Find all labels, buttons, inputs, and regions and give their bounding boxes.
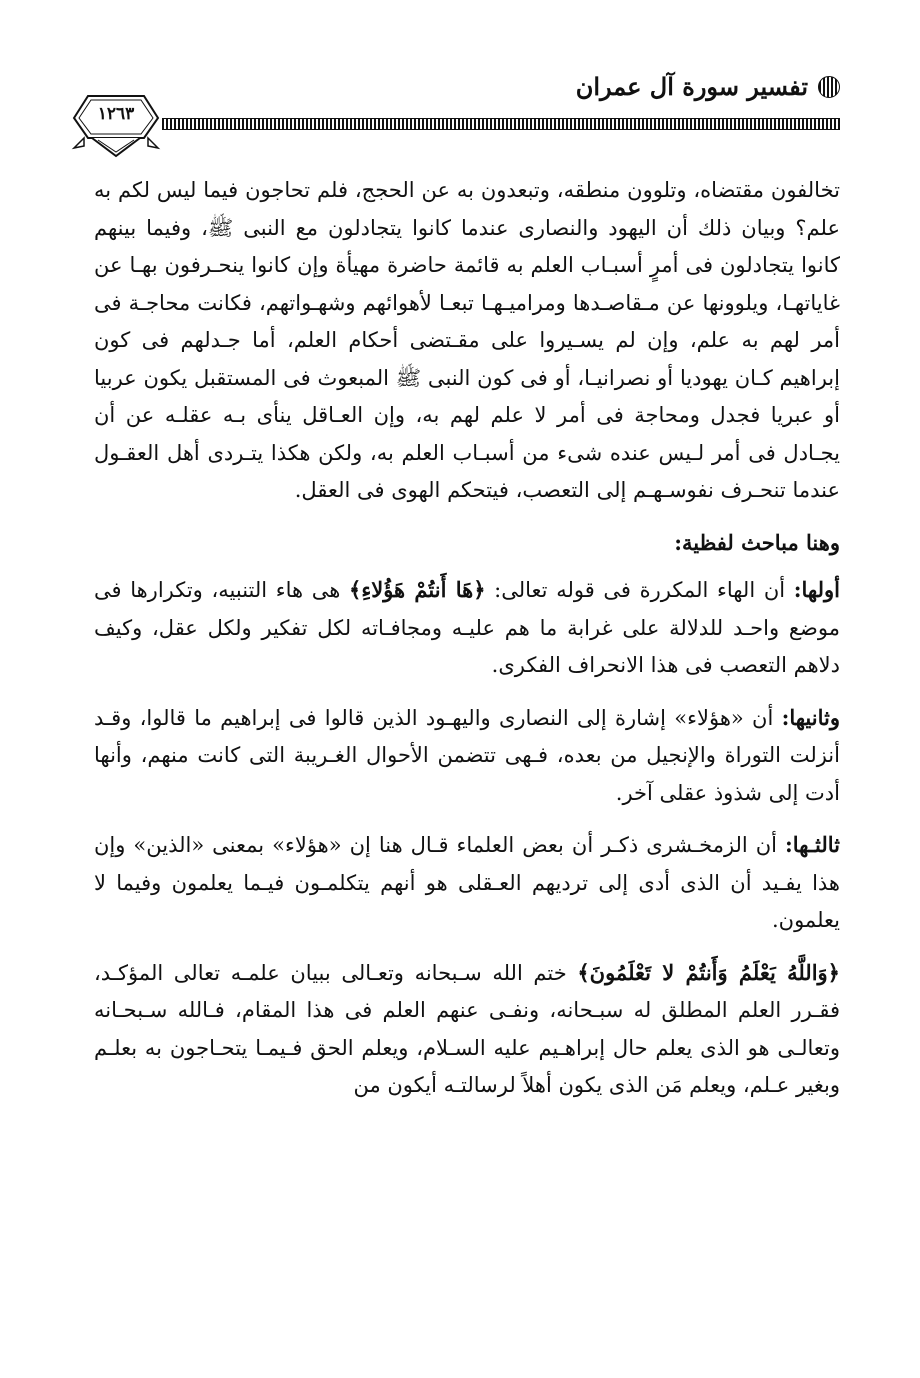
running-title-text: تفسير سورة آل عمران bbox=[575, 72, 808, 101]
point-text-first-a: أن الهاء المكررة فى قوله تعالى: bbox=[494, 578, 786, 602]
point-text-third: أن الزمخـشرى ذكـر أن بعض العلماء قـال هنا إن «هؤلاء» بمعنى «الذين» وإن هذا يفـيد أن الذى أدى إلى ترديهم العـقلى هو أنهم يتكلمـون فيـما يعلمون وفيما لا يعلمون. bbox=[94, 833, 840, 932]
point-label-first: أولها: bbox=[793, 577, 840, 602]
running-title bbox=[576, 72, 840, 101]
header-rule bbox=[162, 118, 840, 130]
section-heading: وهنا مباحث لفظية: bbox=[674, 529, 840, 555]
paragraph-1: تخالفون مقتضاه، وتلوون منطقه، وتبعدون به عن الحجج، فلم تحاجون فيما ليس لكم به علم؟ وبيان ذلك أن اليهود والنصارى عندما كانوا يتجادلون مع النبى ﷺ، وفيما بينهم كانوا يتجادلون فى أمرٍ أسبـاب العلم به قائمة حاضرة مهيأة وإن كانوا ينحـرفون بهـا عن غاياتهـا، ويلوونها عن مـقاصـدها ومراميـهـا تبعـا لأهوائهم وشهـواتهم، فكانت محاجـة فى أمر لهم به علم، وإن لم يسـيروا على مقـتضى أحكام العلم، أما جـدلهم فى كون إبراهيم كـان يهوديا أو نصرانيـا، أو فى كون النبى ﷺ المبعوث فى المستقبل يكون عربيا أو عبريا فجدل ومحاجة فى أمر لا علم لهم به، وإن العـاقل ينأى بـه عقلـه عن أن يجـادل فى أمر لـيس عنده شىء من أسبـاب العلم به، ولكن هكذا يتـردى أهل العقـول عندما تنحـرف نفوسـهـم إلى التعصب، فيتحكم الهوى فى العقل. bbox=[94, 178, 840, 502]
page-number-badge bbox=[70, 90, 162, 160]
page-number: ١٢٦٣ bbox=[97, 104, 135, 124]
ornament-icon bbox=[818, 76, 840, 98]
quran-quote-1: ﴿هَا أَنتُمْ هَؤُلاءِ﴾ bbox=[349, 577, 486, 602]
page-body bbox=[94, 172, 840, 1119]
paragraph-first-point bbox=[94, 571, 840, 685]
quran-quote-2: ﴿وَاللَّهُ يَعْلَمُ وَأَنتُمْ لا تَعْلَمُونَ﴾ bbox=[577, 959, 840, 985]
ornamental-frame-icon bbox=[70, 90, 162, 160]
point-label-second: وثانيها: bbox=[781, 704, 840, 730]
point-text-first-b: هى هاء التنبيه، وتكرارها فى موضع واحـد للدلالة على غرابة ما هم عليـه ومجافـاته لكل تفكير ولكل عقل، وكيف دلاهم التعصب فى هذا الانحراف الفكرى. bbox=[94, 578, 840, 677]
point-label-third: ثالثـها: bbox=[785, 832, 840, 857]
point-text-second: أن «هؤلاء» إشارة إلى النصارى واليهـود الذين قالوا فى إبراهيم ما قالوا، وقـد أنزلت التوراة والإنجيل من بعده، فـهى تتضمن الأحوال الغـريبة التى كانت منهم، وأنها أدت إلى شذوذ عقلى آخر. bbox=[94, 705, 840, 805]
paragraph-second-point bbox=[94, 699, 840, 813]
verse-commentary-text: ختم الله سـبحانه وتعـالى ببيان علمـه تعالى المؤكـد، فقـرر العلم المطلق له سبـحانه، ونفـى عنهم العلم فى هذا المقام، فـالله سـبحـانه وتعالـى هو الذى يعلم حال إبراهـيم عليه السـلام، ويعلم الحق فـيمـا يتحـاجون به بعلـم وبغير عـلم، ويعلم مَن الذى يكون أهلاً لرسالتـه أيكون من bbox=[94, 960, 840, 1097]
paragraph-third-point bbox=[94, 826, 840, 940]
paragraph-verse-commentary bbox=[94, 954, 840, 1105]
page-header bbox=[70, 62, 840, 162]
